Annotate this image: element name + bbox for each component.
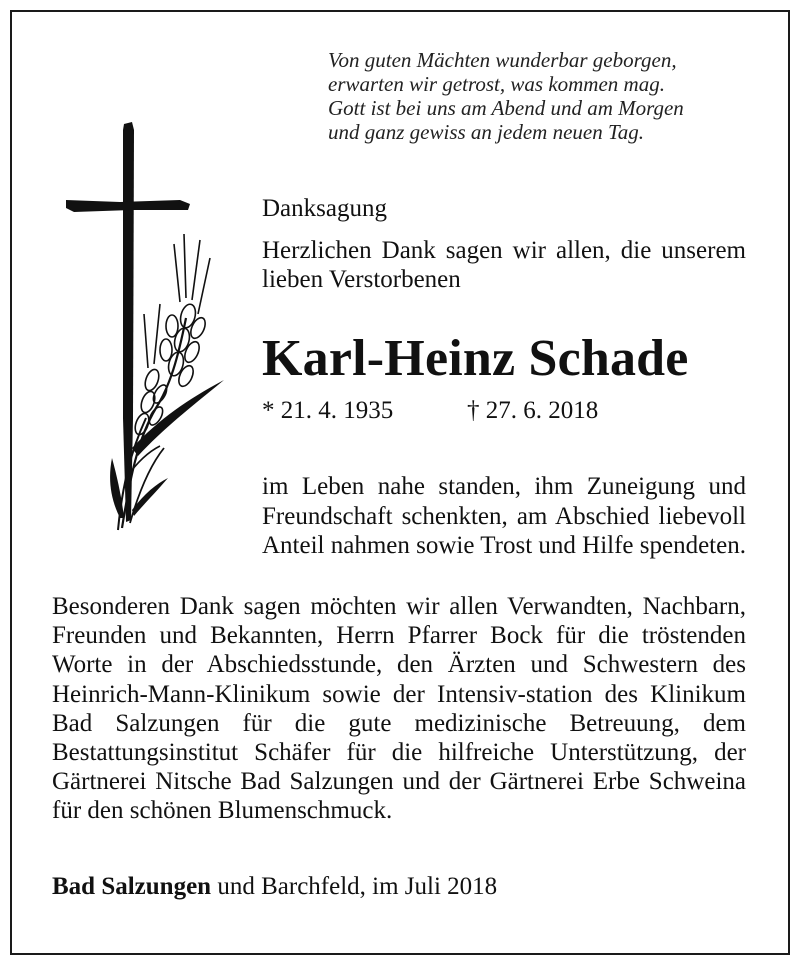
poem-line: Von guten Mächten wunderbar geborgen, xyxy=(328,48,677,72)
death-date: † 27. 6. 2018 xyxy=(467,397,599,424)
heading-danksagung: Danksagung xyxy=(262,195,387,222)
signature-rest: und Barchfeld, im Juli 2018 xyxy=(211,873,498,900)
intro-text: Herzlichen Dank sagen wir allen, die unserem lieben Verstorbenen xyxy=(262,237,746,293)
continuation-text: im Leben nahe standen, ihm Zuneigung und Freundschaft schenkten, am Abschied liebevoll Anteil nahmen sowie Trost und Hilfe spendeten. xyxy=(262,473,746,559)
signature-line xyxy=(52,872,497,902)
thanks-paragraph: Besonderen Dank sagen möchten wir allen Verwandten, Nachbarn, Freunden und Bekannten, Herrn Pfarrer Bock für die tröstenden Worte in der Abschiedsstunde, den Ärzten und Schwestern des Heinrich-Mann-Klinikum sowie der Intensiv-station des Klinikum Bad Salzungen für die gute medizinische Betreuung, dem Bestattungsinstitut Schäfer für die hilfreiche Unterstützung, der Gärtnerei Nitsche Bad Salzungen und der Gärtnerei Erbe Schweina für den schönen Blumenschmuck. xyxy=(52,593,746,825)
poem-line: Gott ist bei uns am Abend und am Morgen xyxy=(328,96,684,120)
poem-line: erwarten wir getrost, was kommen mag. xyxy=(328,72,665,96)
life-dates xyxy=(262,396,599,426)
poem-line: und ganz gewiss an jedem neuen Tag. xyxy=(328,120,644,144)
cross-with-wheat-icon xyxy=(60,118,230,538)
deceased-name: Karl-Heinz Schade xyxy=(262,330,689,387)
signature-place: Bad Salzungen xyxy=(52,873,212,900)
poem-verse xyxy=(328,48,758,144)
birth-date: * 21. 4. 1935 xyxy=(262,397,394,424)
